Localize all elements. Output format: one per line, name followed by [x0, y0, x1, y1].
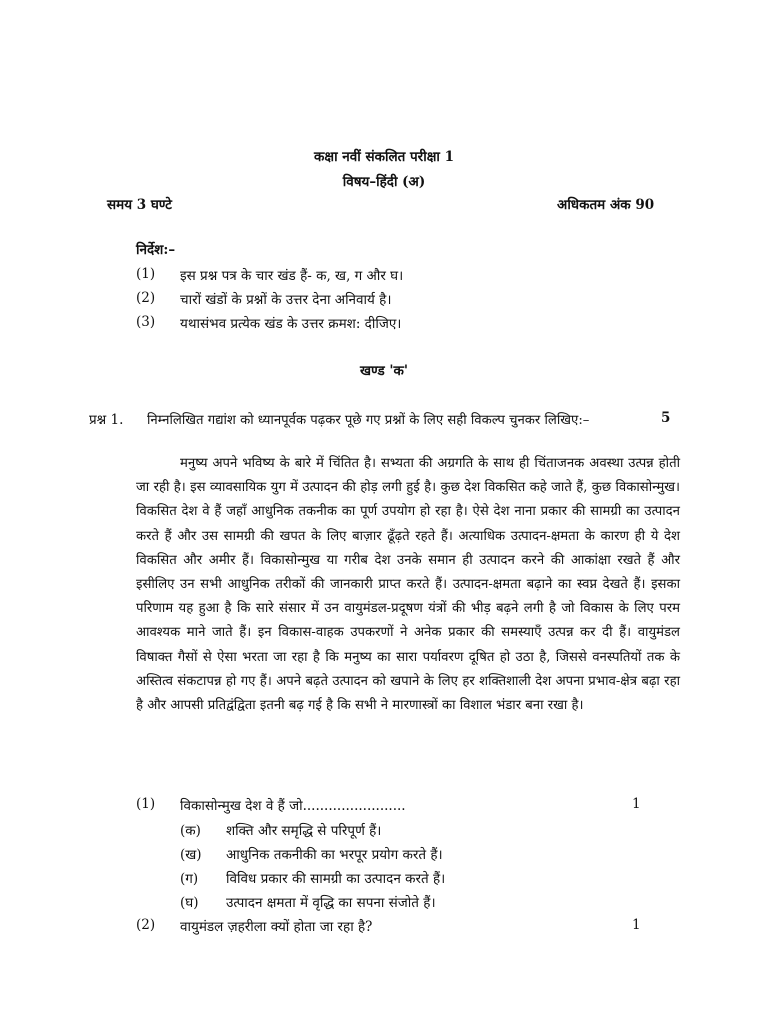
option-label: (घ) [180, 895, 199, 911]
option-text: शक्ति और समृद्धि से परिपूर्ण हैं। [226, 823, 382, 839]
option-label: (ग) [180, 871, 199, 887]
passage [136, 452, 680, 718]
question-text: निम्नलिखित गद्यांश को ध्यानपूर्वक पढ़कर पूछे गए प्रश्नों के लिए सही विकल्प चुनकर लिखिए:– [147, 413, 590, 428]
option-text: विविध प्रकार की सामग्री का उत्पादन करते हैं। [226, 871, 446, 887]
subject-line: विषय–हिंदी (अ) [342, 174, 426, 190]
instruction-number: (2) [136, 290, 156, 306]
sub-question-number: (2) [136, 917, 156, 933]
passage-text: मनुष्य अपने भविष्य के बारे में चिंतित है। सभ्यता की अग्रगति के साथ ही चिंताजनक अवस्था उत्पन्न होती जा रही है। इस व्यावसायिक युग में उत्पादन की होड़ लगी हुई है। कुछ देश विकसित कहे जाते हैं, कुछ विकासोन्मुख। विकसित देश वे हैं जहाँ आधुनिक तकनीक का पूर्ण उपयोग हो रहा है। ऐसे देश नाना प्रकार की सामग्री का उत्पादन करते हैं और उस सामग्री की खपत के लिए बाज़ार ढूँढ़ते रहते हैं। अत्याधिक उत्पादन-क्षमता के कारण ही ये देश विकसित और अमीर हैं। विकासोन्मुख या गरीब देश उनके समान ही उत्पादन करने की आकांक्षा रखते हैं और इसीलिए उन सभी आधुनिक तरीकों की जानकारी प्राप्त करते हैं। उत्पादन-क्षमता बढ़ाने का स्वप्न देखते हैं। इसका परिणाम यह हुआ है कि सारे संसार में उन वायुमंडल-प्रदूषण यंत्रों की भीड़ बढ़ने लगी है जो विकास के लिए परम आवश्यक माने जाते हैं। इन विकास-वाहक उपकरणों ने अनेक प्रकार की समस्याएँ उत्पन्न कर दी हैं। वायुमंडल विषाक्त गैसों से ऐसा भरता जा रहा है कि मनुष्य का सारा पर्यावरण दूषित हो उठा है, जिससे वनस्पतियों तक के अस्तित्व संकटापन्न हो गए हैं। अपने बढ़ते उत्पादन को खपाने के लिए हर शक्तिशाली देश अपना प्रभाव-क्षेत्र बढ़ा रहा है और आपसी प्रतिद्वंद्विता इतनी बढ़ गई है कि सभी ने मारणास्त्रों का विशाल भंडार बना रखा है। [136, 456, 680, 714]
sub-question-marks: 1 [632, 917, 641, 933]
sub-question-text: विकासोन्मुख देश वे हैं जो........................ [180, 798, 406, 814]
question-label: प्रश्न 1. [89, 412, 124, 428]
exam-title: कक्षा नवीं संकलित परीक्षा 1 [314, 149, 454, 165]
sub-question-marks: 1 [632, 796, 641, 812]
instructions-heading: निर्देश:– [136, 242, 176, 258]
instruction-text: यथासंभव प्रत्येक खंड के उत्तर क्रमश: दीजिए। [180, 316, 402, 332]
question-marks: 5 [661, 410, 671, 426]
max-marks: अधिकतम अंक 90 [557, 197, 655, 213]
instruction-text: चारों खंडों के प्रश्नों के उत्तर देना अनिवार्य है। [180, 292, 392, 308]
option-text: उत्पादन क्षमता में वृद्धि का सपना संजोते हैं। [226, 895, 436, 911]
sub-question-number: (1) [136, 796, 156, 812]
option-text: आधुनिक तकनीकी का भरपूर प्रयोग करते हैं। [226, 847, 443, 863]
instruction-number: (1) [136, 266, 156, 282]
sub-question-text: वायुमंडल ज़हरीला क्यों होता जा रहा है? [180, 919, 373, 935]
time-allowed: समय 3 घण्टे [107, 197, 172, 213]
instruction-number: (3) [136, 314, 156, 330]
instruction-text: इस प्रश्न पत्र के चार खंड हैं- क, ख, ग और घ। [180, 268, 404, 284]
option-label: (ख) [180, 847, 202, 863]
section-heading: खण्ड 'क' [359, 363, 408, 379]
option-label: (क) [180, 823, 201, 839]
